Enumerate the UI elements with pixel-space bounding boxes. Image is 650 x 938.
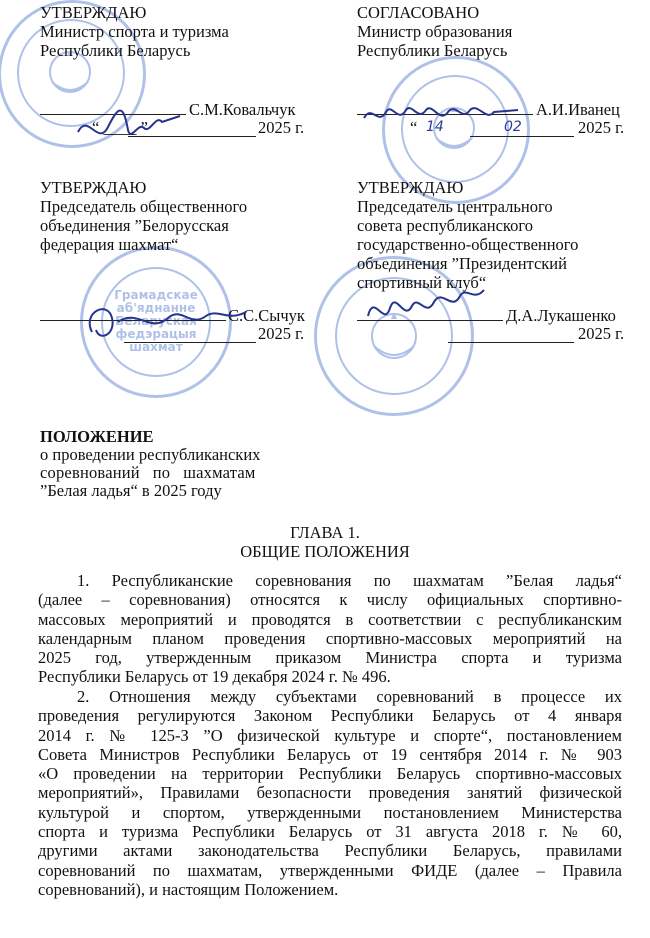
- approval-line: объединения ”Президентский: [357, 254, 567, 273]
- date-month: 02: [504, 119, 522, 135]
- paragraph-line: (далее – соревнования) относятся к числу официальных спортивно-: [38, 590, 622, 610]
- chapter-name: ОБЩИЕ ПОЛОЖЕНИЯ: [240, 542, 410, 561]
- approval-line: Республики Беларусь: [40, 41, 191, 60]
- paragraph-line: проведения регулируются Законом Республики Беларусь от 4 января: [38, 706, 622, 726]
- date-year: 2025 г.: [578, 324, 625, 343]
- signer-name: С.М.Ковальчук: [189, 100, 296, 119]
- paragraph-line: соревнований по шахматам, утвержденными ФИДЕ (далее – Правила: [38, 860, 622, 880]
- handwritten-signature: [68, 92, 188, 152]
- paragraph-line: «О проведении на территории Республики Беларусь спортивно-массовых: [38, 764, 622, 784]
- handwritten-signature: [360, 272, 490, 342]
- date-line: [470, 136, 574, 137]
- signer-name: С.С.Сычук: [228, 306, 305, 325]
- date-prefix: “ ____ ”: [92, 118, 148, 137]
- title-line: о проведении республиканских: [40, 445, 261, 464]
- approval-line: Министр образования: [357, 22, 513, 41]
- approval-line: спортивный клуб“: [357, 273, 487, 292]
- date-day: 14: [426, 119, 444, 135]
- handwritten-signature: [358, 96, 528, 136]
- approval-line: Республики Беларусь: [357, 41, 508, 60]
- paragraph-2: [38, 687, 622, 899]
- approval-line: Председатель центрального: [357, 197, 553, 216]
- approval-block-education: [357, 3, 512, 60]
- approval-heading: УТВЕРЖДАЮ: [40, 178, 147, 197]
- approval-line: федерация шахмат“: [40, 235, 179, 254]
- signer-name: А.И.Иванец: [536, 100, 620, 119]
- date-year: 2025 г.: [578, 118, 625, 137]
- paragraph-line: мероприятий», Правилами безопасности проведения занятий физической: [38, 783, 622, 803]
- title-heading: ПОЛОЖЕНИЕ: [40, 427, 154, 446]
- paragraph-line: другими актами законодательства Республики Беларусь, правилами: [38, 841, 622, 861]
- paragraph-line: календарным планом проведения спортивно-массовых мероприятий на: [38, 628, 622, 648]
- date-year: 2025 г.: [258, 118, 305, 137]
- paragraph-line: культурой и спортом, утвержденными постановлением Министерства: [38, 802, 622, 822]
- paragraph-line: 2. Отношения между субъектами соревнований в процессе их: [77, 687, 622, 706]
- paragraph-line: спорта и туризма Республики Беларусь от 31 августа 2018 г. № 60,: [38, 822, 622, 842]
- signer-name: Д.А.Лукашенко: [506, 306, 616, 325]
- title-line: ”Белая ладья“ в 2025 году: [40, 481, 222, 500]
- paragraph-line: соревнований), и настоящим Положением.: [38, 879, 339, 899]
- approval-line: Председатель общественного: [40, 197, 248, 216]
- paragraph-line: Совета Министров Республики Беларусь от 19 сентября 2014 г. № 903: [38, 744, 622, 764]
- approval-line: Министр спорта и туризма: [40, 22, 229, 41]
- handwritten-signature: [78, 282, 258, 352]
- paragraph-line: Республики Беларусь от 19 декабря 2024 г. № 496.: [38, 667, 391, 687]
- paragraph-line: 2025 год, утвержденным приказом Министра спорта и туризма: [38, 648, 622, 668]
- date-line: [448, 342, 574, 343]
- date-prefix: “: [410, 118, 418, 137]
- document-title: [40, 428, 260, 500]
- paragraph-line: 2014 г. № 125-З ”О физической культуре и спорте“, постановлением: [38, 725, 622, 745]
- stamp-text: Грамадскае аб'яднанне Беларуская федэрацыя шахмат: [114, 288, 198, 354]
- approval-line: совета республиканского: [357, 216, 533, 235]
- paragraph-line: 1. Республиканские соревнования по шахматам ”Белая ладья“: [77, 571, 622, 590]
- approval-heading: УТВЕРЖДАЮ: [40, 3, 147, 22]
- paragraph-line: массовых мероприятий и проводятся в соответствии с республиканским: [38, 609, 622, 629]
- approval-heading: СОГЛАСОВАНО: [357, 3, 480, 22]
- approval-line: объединения ”Белорусская: [40, 216, 229, 235]
- approval-line: государственно-общественного: [357, 235, 579, 254]
- title-line: соревнований по шахматам: [40, 463, 256, 482]
- approval-block-sport: [40, 3, 229, 60]
- approval-block-chess-federation: [40, 178, 247, 254]
- approval-heading: УТВЕРЖДАЮ: [357, 178, 464, 197]
- date-year: 2025 г.: [258, 324, 305, 343]
- chapter-number: ГЛАВА 1.: [290, 523, 360, 542]
- paragraph-1: [38, 571, 622, 687]
